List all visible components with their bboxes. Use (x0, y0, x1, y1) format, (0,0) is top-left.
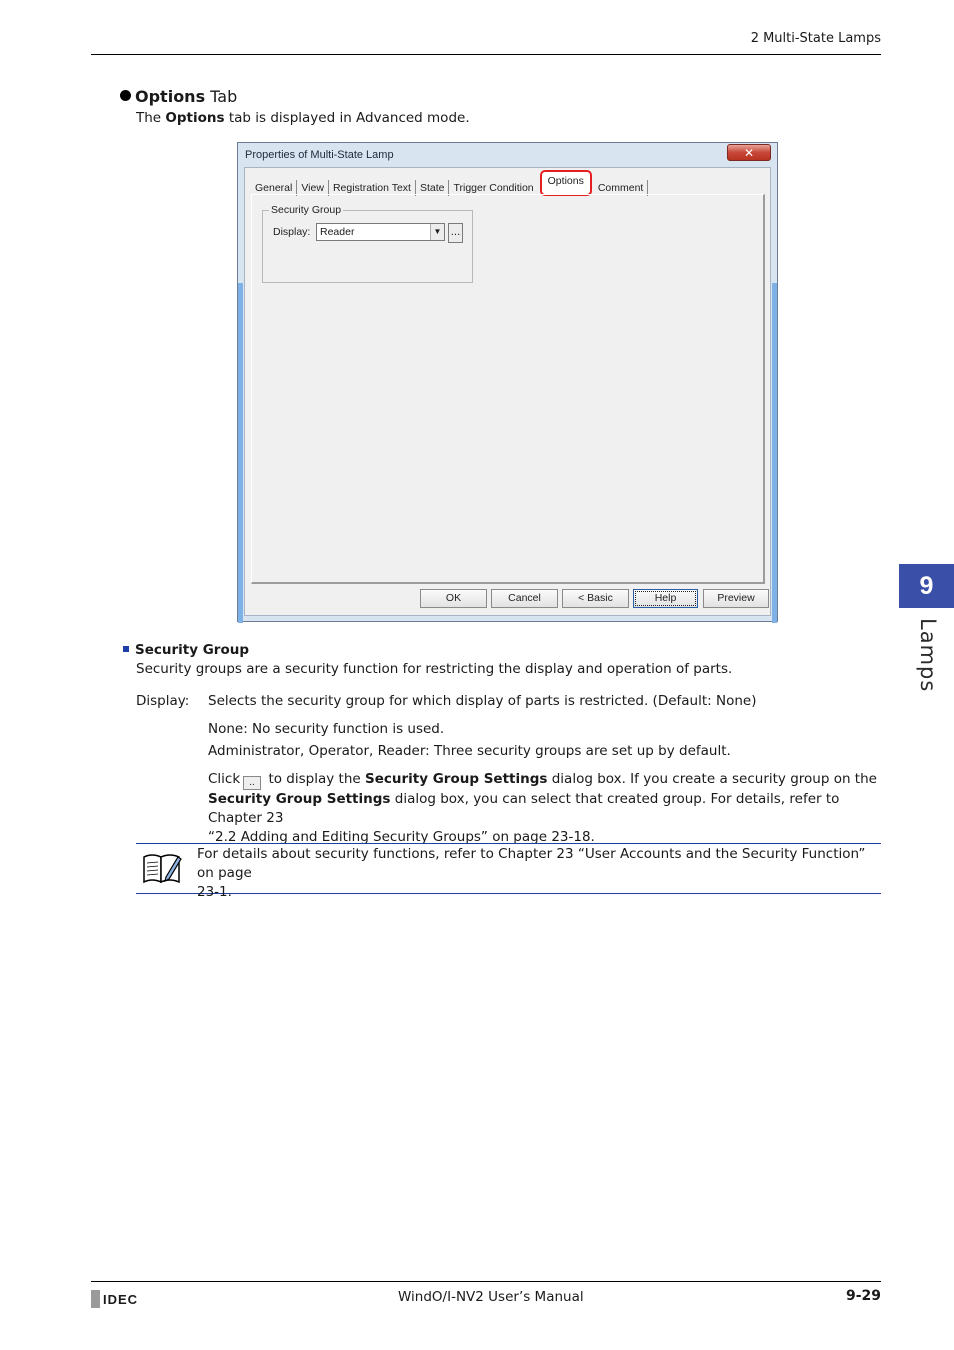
basic-button[interactable]: < Basic (562, 589, 629, 608)
none-line: None: No security function is used. (208, 721, 445, 737)
tab-view[interactable]: View (297, 180, 329, 196)
security-group-box (262, 204, 473, 283)
note-box (136, 843, 881, 900)
options-panel (251, 194, 765, 584)
section-heading (120, 87, 237, 106)
dialog-body (244, 167, 771, 616)
display-label: Display: (273, 226, 311, 238)
tab-registration-text[interactable]: Registration Text (329, 180, 416, 196)
header-rule (91, 54, 881, 55)
cancel-button[interactable]: Cancel (491, 589, 558, 608)
note-pencil-icon (142, 849, 182, 885)
tab-trigger-condition[interactable]: Trigger Condition (453, 182, 534, 194)
close-button[interactable]: ✕ (727, 144, 771, 161)
dialog-title: Properties of Multi-State Lamp (245, 149, 394, 161)
help-button[interactable]: Help (633, 589, 698, 608)
security-group-heading: Security Group (123, 641, 249, 660)
display-value: Reader (320, 226, 355, 238)
heading-rest: Tab (205, 87, 238, 106)
browse-button[interactable]: ... (448, 223, 463, 243)
intro-paragraph: The Options tab is displayed in Advanced mode. (136, 110, 470, 126)
chapter-number-tab: 9 (899, 564, 954, 608)
security-group-label: Security Group (271, 204, 342, 216)
heading-bold: Options (135, 87, 206, 106)
chevron-down-icon[interactable]: ▼ (430, 224, 444, 240)
bullet-circle-icon (120, 90, 131, 101)
tab-strip (251, 174, 648, 196)
page-number: 9-29 (845, 1288, 881, 1304)
ok-button[interactable]: OK (420, 589, 487, 608)
dialog-frame-left (238, 283, 243, 623)
dialog-button-row (245, 589, 770, 608)
logo-bar-icon (91, 1290, 100, 1308)
security-group-description: Security groups are a security function for restricting the display and operation of parts. (136, 661, 733, 677)
square-bullet-icon (123, 646, 129, 652)
chapter-side-label: Lamps (916, 618, 940, 693)
tab-comment[interactable]: Comment (594, 180, 649, 196)
note-text: For details about security functions, refer to Chapter 23 “User Accounts and the Security Function” on page 23-1. (197, 846, 866, 900)
tab-state[interactable]: State (416, 180, 450, 196)
display-term: Display: (136, 693, 190, 709)
display-description: Selects the security group for which display of parts is restricted. (Default: None) (208, 693, 757, 709)
inline-browse-icon: .. (243, 776, 261, 790)
dialog-frame-right (772, 283, 777, 623)
display-combobox[interactable] (316, 223, 445, 241)
tab-options[interactable]: Options (540, 170, 592, 196)
groups-line: Administrator, Operator, Reader: Three security groups are set up by default. (208, 743, 731, 759)
idec-logo: IDEC (91, 1290, 138, 1308)
properties-dialog (237, 142, 778, 622)
running-header: 2 Multi-State Lamps (750, 31, 881, 46)
footer-rule (91, 1281, 881, 1282)
tab-general[interactable]: General (251, 180, 297, 196)
manual-title: WindO/I-NV2 User’s Manual (398, 1289, 584, 1305)
preview-button[interactable]: Preview (703, 589, 769, 608)
click-instruction: Click .. to display the Security Group Settings dialog box. If you create a security group on the Security Group Settings dialog box, you can select that created group. For details, refer to Chapter 23 “2.2 Adding and Editing Security Groups” on page 23-18. (208, 771, 877, 845)
